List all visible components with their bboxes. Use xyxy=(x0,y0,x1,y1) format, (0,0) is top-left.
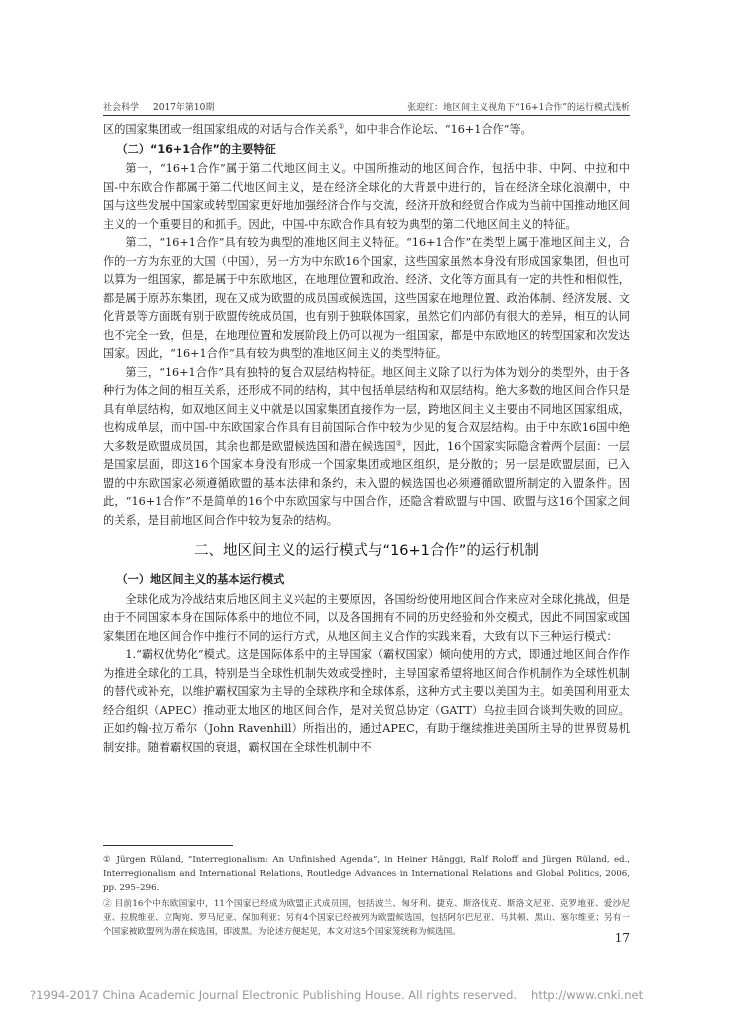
page-number: 17 xyxy=(614,931,630,945)
footnote-ref-2[interactable]: ② xyxy=(395,438,402,447)
footnote-ref-1[interactable]: ① xyxy=(337,122,345,131)
copyright-notice: ?1994-2017 China Academic Journal Electronic Publishing House. All rights reserved. xyxy=(30,988,518,1002)
intro-text-end: ，如中非合作论坛、“16+1合作”等。 xyxy=(344,123,532,136)
footnote-divider xyxy=(103,845,233,846)
footnote-1: ① Jürgen Rüland, “Interregionalism: An Unfinished Agenda”, in Heiner Hänggi, Ralf Roloff and Jürgen Rüland, ed., Interregionalism and International Relations, Routledge Advances in International Relations and Global Politics, 2006, pp. 295–296. xyxy=(103,855,630,893)
running-title: 张迎红：地区间主义视角下“16+1合作”的运行模式浅析 xyxy=(407,103,630,113)
intro-text: 区的国家集团或一组国家组成的对话与合作关系 xyxy=(103,123,338,136)
paragraph-modes-intro: 全球化成为冷战结束后地区间主义兴起的主要原因，各国纷纷使用地区间合作来应对全球化挑战，但是由于不同国家本身在国际体系中的地位不同，以及各国拥有不同的历史经验和外交模式，因此不同国家或国家集团在地区间合作中推行不同的运行方式，从地区间主义合作的实践来看，大致有以下三种运行模式： xyxy=(103,592,630,643)
cnki-link[interactable]: http://www.cnki.net xyxy=(531,988,644,1002)
paragraph-feature-first: 第一，“16+1合作”属于第二代地区间主义。中国所推动的地区间合作，包括中非、中阿、中拉和中国-中东欧合作都属于第二代地区间主义，是在经济全球化的大背景中进行的，旨在经济全球化浪潮中，中国与这些发展中国家或转型国家更好地加强经济合作与交流，经济开放和经贸合作成为当前中国推动地区间主义的一个重要目的和抓手。因此，中国-中东欧合作具有较为典型的第二代地区间主义的特征。 xyxy=(103,162,630,231)
subheading-main-features: （二）“16+1合作”的主要特征 xyxy=(116,142,276,156)
journal-name: 社会科学 xyxy=(103,103,140,113)
intro-paragraph xyxy=(103,121,630,140)
article-body xyxy=(103,121,630,757)
footnotes xyxy=(103,853,630,939)
subheading-basic-modes: （一）地区间主义的基本运行模式 xyxy=(116,573,285,586)
running-header xyxy=(103,97,630,116)
paragraph-feature-third xyxy=(103,364,630,531)
section-heading-two: 二、地区间主义的运行模式与“16+1合作”的运行机制 xyxy=(194,543,539,559)
paragraph-mode-1: 1.“霸权优势化”模式。这是国际体系中的主导国家（霸权国家）倾向使用的方式，即通过地区间合作作为推进全球化的工具，特别是当全球性机制失效或受挫时，主导国家希望将地区间合作机制作为全球性机制的替代或补充，以维护霸权国家为主导的全球秩序和全球体系，这种方式主要以美国为主。如美国利用亚太经合组织（APEC）推动亚太地区的地区间合作，是对关贸总协定（GATT）乌拉圭回合谈判失败的回应。正如约翰·拉万希尔（John Ravenhill）所指出的，通过APEC，有助于继续推进美国所主导的世界贸易机制安排。随着霸权国的衰退，霸权国在全球性机制中不 xyxy=(103,648,630,754)
feature-third-text: 第三，“16+1合作”具有独特的复合双层结构特征。地区间主义除了以行为体为划分的类型外，由于各种行为体之间的相互关系，还形成不同的结构，其中包括单层结构和双层结构。绝大多数的地区间合作只是具有单层结构，如双地区间主义中就是以国家集团直接作为一层，跨地区间主义主要由不同地区国家组成，也构成单层，而中国-中东欧国家合作具有目前国际合作中较为少见的复合双层结构。由于中东欧16国中绝大多数是欧盟成员国，其余也都是欧盟候选国和潜在候选国 xyxy=(103,365,630,453)
feature-third-text-end: ，因此，16个国家实际隐含着两个层面：一层是国家层面，即这16个国家本身没有形成一个国家集团或地区组织，是分散的；另一层是欧盟层面，已入盟的中东欧国家必须遵循欧盟的基本法律和条约，未入盟的候选国也必须遵循欧盟所制定的入盟条件。因此，“16+1合作”不是简单的16个中东欧国家与中国合作，还隐含着欧盟与中国、欧盟与这16个国家之间的关系，是目前地区间合作中较为复杂的结构。 xyxy=(103,439,630,527)
copyright-line xyxy=(30,988,710,1002)
issue-number: 2017年第10期 xyxy=(153,103,215,113)
header-journal-info xyxy=(103,100,214,113)
paragraph-feature-second: 第二，“16+1合作”具有较为典型的准地区间主义特征。“16+1合作”在类型上属于准地区间主义，合作的一方为东亚的大国（中国），另一方为中东欧16个国家，这些国家虽然本身没有形成国家集团，但也可以算为一组国家，都是属于中东欧地区，在地理位置和政治、经济、文化等方面具有一定的共性和相似性，都是属于原苏东集团，现在又成为欧盟的成员国或候选国，这些国家在地理位置、政治体制、经济发展、文化背景等方面既有别于欧盟传统成员国，也有别于独联体国家，虽然它们内部仍有很大的差异，相互的认同也不完全一致，但是，在地理位置和发展阶段上仍可以视为一组国家，都是中东欧地区的转型国家和次发达国家。因此，“16+1合作”具有较为典型的准地区间主义的类型特征。 xyxy=(103,236,630,360)
footnote-2: ② 目前16个中东欧国家中，11个国家已经成为欧盟正式成员国，包括波兰、匈牙利、捷克、斯洛伐克、斯洛文尼亚、克罗地亚、爱沙尼亚、拉脱维亚、立陶宛、罗马尼亚、保加利亚；另有4个国家已经被列为欧盟候选国，包括阿尔巴尼亚、马其顿、黑山、塞尔维亚；另有一个国家被欧盟列为潜在候选国，即波黑。为论述方便起见，本文对这5个国家笼统称为候选国。 xyxy=(103,899,630,937)
